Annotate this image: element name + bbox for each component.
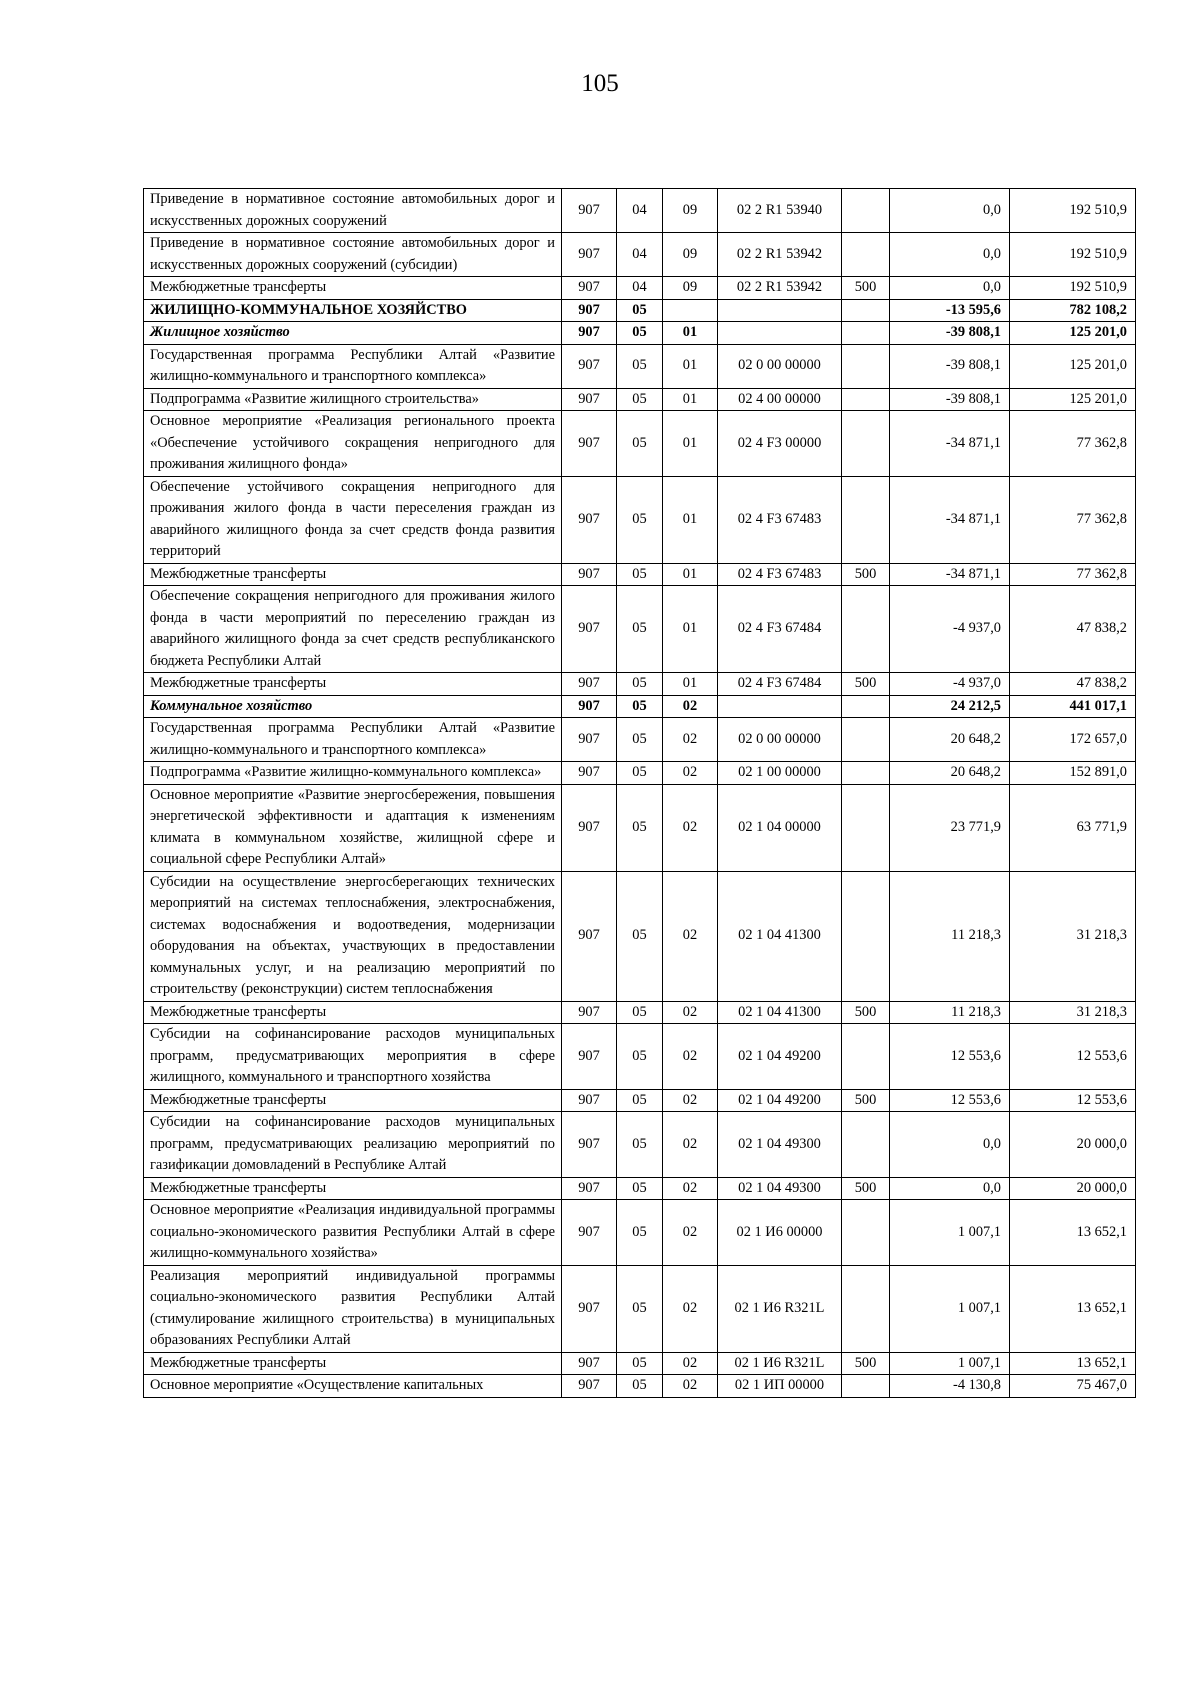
table-row (144, 1352, 1136, 1375)
row-subsection-code: 01 (663, 563, 718, 586)
row-target-article: 02 1 04 49300 (718, 1112, 842, 1178)
row-subsection-code: 02 (663, 871, 718, 1001)
row-ved-code: 907 (562, 762, 617, 785)
row-total-amount: 192 510,9 (1010, 189, 1136, 233)
table-row (144, 762, 1136, 785)
row-target-article: 02 1 ИП 00000 (718, 1375, 842, 1398)
row-expense-type: 500 (842, 673, 890, 696)
page-number: 105 (581, 70, 619, 97)
table-row (144, 1375, 1136, 1398)
row-section-code: 05 (617, 1375, 663, 1398)
row-name: Межбюджетные трансферты (144, 563, 562, 586)
row-ved-code: 907 (562, 695, 617, 718)
row-target-article: 02 1 04 00000 (718, 784, 842, 871)
row-change-amount: -13 595,6 (890, 299, 1010, 322)
row-section-code: 05 (617, 322, 663, 345)
table-row (144, 673, 1136, 696)
row-section-code: 04 (617, 233, 663, 277)
row-section-code: 05 (617, 586, 663, 673)
row-section-code: 05 (617, 762, 663, 785)
row-expense-type (842, 388, 890, 411)
row-expense-type (842, 1200, 890, 1266)
row-expense-type (842, 784, 890, 871)
row-total-amount: 47 838,2 (1010, 586, 1136, 673)
row-change-amount: -39 808,1 (890, 388, 1010, 411)
row-change-amount: -34 871,1 (890, 411, 1010, 477)
row-ved-code: 907 (562, 1001, 617, 1024)
row-target-article: 02 1 04 41300 (718, 1001, 842, 1024)
row-change-amount: 0,0 (890, 189, 1010, 233)
row-change-amount: 20 648,2 (890, 718, 1010, 762)
row-change-amount: 1 007,1 (890, 1200, 1010, 1266)
row-ved-code: 907 (562, 233, 617, 277)
row-name: Подпрограмма «Развитие жилищно-коммунального комплекса» (144, 762, 562, 785)
row-subsection-code: 01 (663, 673, 718, 696)
row-subsection-code: 02 (663, 1200, 718, 1266)
row-subsection-code: 02 (663, 1112, 718, 1178)
row-change-amount: 0,0 (890, 233, 1010, 277)
row-expense-type (842, 189, 890, 233)
row-name: ЖИЛИЩНО-КОММУНАЛЬНОЕ ХОЗЯЙСТВО (144, 299, 562, 322)
row-change-amount: 20 648,2 (890, 762, 1010, 785)
table-row (144, 1001, 1136, 1024)
table-row (144, 1200, 1136, 1266)
row-target-article: 02 4 F3 67483 (718, 563, 842, 586)
row-change-amount: -4 937,0 (890, 586, 1010, 673)
row-name: Реализация мероприятий индивидуальной программы социально-экономического развития Республики Алтай (стимулирование жилищного строительства) в муниципальных образованиях Республики Алтай (144, 1265, 562, 1352)
row-subsection-code: 01 (663, 388, 718, 411)
row-subsection-code: 02 (663, 784, 718, 871)
row-change-amount: 0,0 (890, 1112, 1010, 1178)
row-target-article: 02 1 04 49300 (718, 1177, 842, 1200)
row-section-code: 05 (617, 1024, 663, 1090)
row-expense-type (842, 1112, 890, 1178)
row-total-amount: 125 201,0 (1010, 344, 1136, 388)
row-ved-code: 907 (562, 784, 617, 871)
row-target-article (718, 322, 842, 345)
row-change-amount: -39 808,1 (890, 322, 1010, 345)
row-total-amount: 31 218,3 (1010, 1001, 1136, 1024)
row-total-amount: 31 218,3 (1010, 871, 1136, 1001)
table-row (144, 1089, 1136, 1112)
row-subsection-code: 01 (663, 586, 718, 673)
table-row (144, 189, 1136, 233)
row-target-article: 02 4 F3 67483 (718, 476, 842, 563)
row-total-amount: 77 362,8 (1010, 563, 1136, 586)
row-ved-code: 907 (562, 344, 617, 388)
row-target-article: 02 2 R1 53940 (718, 189, 842, 233)
row-ved-code: 907 (562, 476, 617, 563)
row-section-code: 04 (617, 189, 663, 233)
row-section-code: 05 (617, 718, 663, 762)
row-expense-type (842, 762, 890, 785)
row-total-amount: 441 017,1 (1010, 695, 1136, 718)
row-target-article: 02 4 00 00000 (718, 388, 842, 411)
row-name: Основное мероприятие «Реализация регионального проекта «Обеспечение устойчивого сокращения непригодного для проживания жилищного фонда» (144, 411, 562, 477)
row-section-code: 05 (617, 784, 663, 871)
row-total-amount: 77 362,8 (1010, 411, 1136, 477)
row-section-code: 05 (617, 1177, 663, 1200)
table-row (144, 1177, 1136, 1200)
row-target-article: 02 4 F3 00000 (718, 411, 842, 477)
row-section-code: 05 (617, 1001, 663, 1024)
row-change-amount: 1 007,1 (890, 1352, 1010, 1375)
row-subsection-code (663, 299, 718, 322)
row-ved-code: 907 (562, 673, 617, 696)
row-name: Основное мероприятие «Реализация индивидуальной программы социально-экономического развития Республики Алтай в сфере жилищно-коммунального хозяйства» (144, 1200, 562, 1266)
row-section-code: 05 (617, 695, 663, 718)
row-name: Приведение в нормативное состояние автомобильных дорог и искусственных дорожных сооружений (144, 189, 562, 233)
row-subsection-code: 02 (663, 1089, 718, 1112)
row-total-amount: 782 108,2 (1010, 299, 1136, 322)
row-name: Межбюджетные трансферты (144, 1177, 562, 1200)
row-ved-code: 907 (562, 189, 617, 233)
table-row (144, 411, 1136, 477)
table-row (144, 563, 1136, 586)
row-expense-type (842, 586, 890, 673)
table-row (144, 344, 1136, 388)
row-expense-type (842, 233, 890, 277)
row-name: Государственная программа Республики Алтай «Развитие жилищно-коммунального и транспортного комплекса» (144, 718, 562, 762)
row-expense-type: 500 (842, 1352, 890, 1375)
row-target-article: 02 4 F3 67484 (718, 586, 842, 673)
row-total-amount: 75 467,0 (1010, 1375, 1136, 1398)
table-row (144, 476, 1136, 563)
row-total-amount: 13 652,1 (1010, 1352, 1136, 1375)
row-name: Субсидии на софинансирование расходов муниципальных программ, предусматривающих мероприятия в сфере жилищного, коммунального и транспортного хозяйства (144, 1024, 562, 1090)
row-expense-type (842, 1265, 890, 1352)
row-expense-type (842, 411, 890, 477)
row-subsection-code: 09 (663, 277, 718, 300)
table-row (144, 1024, 1136, 1090)
row-expense-type (842, 344, 890, 388)
row-subsection-code: 09 (663, 233, 718, 277)
row-ved-code: 907 (562, 277, 617, 300)
row-target-article: 02 1 04 49200 (718, 1024, 842, 1090)
table-row (144, 322, 1136, 345)
row-name: Межбюджетные трансферты (144, 1352, 562, 1375)
row-name: Подпрограмма «Развитие жилищного строительства» (144, 388, 562, 411)
row-total-amount: 125 201,0 (1010, 388, 1136, 411)
row-ved-code: 907 (562, 1089, 617, 1112)
row-name: Основное мероприятие «Развитие энергосбережения, повышения энергетической эффективности и адаптация к изменениям климата в коммунальном хозяйстве, жилищной сфере и социальной сфере Республики Алтай» (144, 784, 562, 871)
row-total-amount: 63 771,9 (1010, 784, 1136, 871)
row-total-amount: 20 000,0 (1010, 1112, 1136, 1178)
row-total-amount: 13 652,1 (1010, 1265, 1136, 1352)
table-row (144, 871, 1136, 1001)
row-name: Государственная программа Республики Алтай «Развитие жилищно-коммунального и транспортного комплекса» (144, 344, 562, 388)
row-name: Жилищное хозяйство (144, 322, 562, 345)
row-section-code: 05 (617, 1200, 663, 1266)
row-ved-code: 907 (562, 563, 617, 586)
row-name: Межбюджетные трансферты (144, 1001, 562, 1024)
row-expense-type (842, 871, 890, 1001)
table-row (144, 784, 1136, 871)
row-section-code: 05 (617, 1352, 663, 1375)
row-total-amount: 192 510,9 (1010, 277, 1136, 300)
row-total-amount: 77 362,8 (1010, 476, 1136, 563)
row-section-code: 05 (617, 411, 663, 477)
row-change-amount: -4 937,0 (890, 673, 1010, 696)
row-section-code: 05 (617, 388, 663, 411)
row-target-article (718, 695, 842, 718)
row-section-code: 05 (617, 1112, 663, 1178)
row-total-amount: 172 657,0 (1010, 718, 1136, 762)
row-name: Субсидии на осуществление энергосберегающих технических мероприятий на системах теплоснабжения, электроснабжения, системах водоснабжения и водоотведения, модернизации оборудования на объектах, участвующих в предоставлении коммунальных услуг, и на реализацию мероприятий по строительству (реконструкции) систем теплоснабжения (144, 871, 562, 1001)
row-change-amount: -39 808,1 (890, 344, 1010, 388)
row-change-amount: 24 212,5 (890, 695, 1010, 718)
row-total-amount: 20 000,0 (1010, 1177, 1136, 1200)
row-change-amount: 11 218,3 (890, 871, 1010, 1001)
row-target-article: 02 1 И6 00000 (718, 1200, 842, 1266)
row-target-article: 02 4 F3 67484 (718, 673, 842, 696)
row-target-article: 02 0 00 00000 (718, 718, 842, 762)
row-change-amount: -4 130,8 (890, 1375, 1010, 1398)
row-target-article: 02 1 04 49200 (718, 1089, 842, 1112)
row-ved-code: 907 (562, 1265, 617, 1352)
row-expense-type (842, 695, 890, 718)
table-row (144, 695, 1136, 718)
row-subsection-code: 02 (663, 1375, 718, 1398)
row-target-article (718, 299, 842, 322)
row-subsection-code: 02 (663, 1177, 718, 1200)
row-change-amount: 0,0 (890, 277, 1010, 300)
row-total-amount: 125 201,0 (1010, 322, 1136, 345)
row-subsection-code: 02 (663, 762, 718, 785)
row-subsection-code: 01 (663, 476, 718, 563)
row-ved-code: 907 (562, 1200, 617, 1266)
row-subsection-code: 02 (663, 1024, 718, 1090)
row-name: Межбюджетные трансферты (144, 1089, 562, 1112)
row-subsection-code: 02 (663, 1001, 718, 1024)
row-name: Коммунальное хозяйство (144, 695, 562, 718)
row-ved-code: 907 (562, 1352, 617, 1375)
row-ved-code: 907 (562, 1375, 617, 1398)
row-expense-type (842, 322, 890, 345)
row-change-amount: 1 007,1 (890, 1265, 1010, 1352)
row-subsection-code: 02 (663, 1352, 718, 1375)
row-section-code: 05 (617, 1265, 663, 1352)
row-change-amount: -34 871,1 (890, 476, 1010, 563)
row-target-article: 02 1 И6 R321L (718, 1265, 842, 1352)
row-total-amount: 152 891,0 (1010, 762, 1136, 785)
row-change-amount: 23 771,9 (890, 784, 1010, 871)
row-expense-type (842, 476, 890, 563)
row-name: Обеспечение устойчивого сокращения непригодного для проживания жилого фонда в части переселения граждан из аварийного жилищного фонда за счет средств фонда развития территорий (144, 476, 562, 563)
row-target-article: 02 2 R1 53942 (718, 277, 842, 300)
table-row (144, 233, 1136, 277)
row-section-code: 05 (617, 871, 663, 1001)
row-total-amount: 12 553,6 (1010, 1089, 1136, 1112)
row-section-code: 05 (617, 476, 663, 563)
row-subsection-code: 09 (663, 189, 718, 233)
row-section-code: 05 (617, 673, 663, 696)
row-total-amount: 192 510,9 (1010, 233, 1136, 277)
row-subsection-code: 02 (663, 1265, 718, 1352)
row-subsection-code: 01 (663, 344, 718, 388)
table-row (144, 277, 1136, 300)
row-expense-type: 500 (842, 277, 890, 300)
row-total-amount: 47 838,2 (1010, 673, 1136, 696)
row-ved-code: 907 (562, 1112, 617, 1178)
row-total-amount: 12 553,6 (1010, 1024, 1136, 1090)
table-row (144, 1265, 1136, 1352)
row-expense-type (842, 718, 890, 762)
row-change-amount: 11 218,3 (890, 1001, 1010, 1024)
row-expense-type: 500 (842, 1089, 890, 1112)
table-row (144, 586, 1136, 673)
table-row (144, 299, 1136, 322)
row-name: Межбюджетные трансферты (144, 277, 562, 300)
row-expense-type: 500 (842, 1177, 890, 1200)
row-expense-type (842, 1375, 890, 1398)
table-row (144, 718, 1136, 762)
row-section-code: 05 (617, 563, 663, 586)
row-name: Межбюджетные трансферты (144, 673, 562, 696)
row-ved-code: 907 (562, 1024, 617, 1090)
row-target-article: 02 1 И6 R321L (718, 1352, 842, 1375)
row-section-code: 05 (617, 344, 663, 388)
row-ved-code: 907 (562, 586, 617, 673)
row-target-article: 02 2 R1 53942 (718, 233, 842, 277)
row-expense-type: 500 (842, 1001, 890, 1024)
row-change-amount: 12 553,6 (890, 1089, 1010, 1112)
row-ved-code: 907 (562, 718, 617, 762)
row-total-amount: 13 652,1 (1010, 1200, 1136, 1266)
row-expense-type (842, 299, 890, 322)
row-section-code: 05 (617, 299, 663, 322)
row-name: Субсидии на софинансирование расходов муниципальных программ, предусматривающих реализацию мероприятий по газификации домовладений в Республике Алтай (144, 1112, 562, 1178)
row-name: Основное мероприятие «Осуществление капитальных (144, 1375, 562, 1398)
row-expense-type: 500 (842, 563, 890, 586)
row-ved-code: 907 (562, 388, 617, 411)
row-target-article: 02 1 04 41300 (718, 871, 842, 1001)
row-target-article: 02 0 00 00000 (718, 344, 842, 388)
row-ved-code: 907 (562, 1177, 617, 1200)
row-subsection-code: 02 (663, 718, 718, 762)
row-name: Приведение в нормативное состояние автомобильных дорог и искусственных дорожных сооружений (субсидии) (144, 233, 562, 277)
row-change-amount: 0,0 (890, 1177, 1010, 1200)
row-ved-code: 907 (562, 411, 617, 477)
row-subsection-code: 02 (663, 695, 718, 718)
row-section-code: 05 (617, 1089, 663, 1112)
row-ved-code: 907 (562, 299, 617, 322)
row-name: Обеспечение сокращения непригодного для проживания жилого фонда в части мероприятий по переселению граждан из аварийного жилищного фонда за счет средств республиканского бюджета Республики Алтай (144, 586, 562, 673)
row-change-amount: 12 553,6 (890, 1024, 1010, 1090)
row-subsection-code: 01 (663, 322, 718, 345)
table-row (144, 1112, 1136, 1178)
row-change-amount: -34 871,1 (890, 563, 1010, 586)
row-subsection-code: 01 (663, 411, 718, 477)
row-ved-code: 907 (562, 322, 617, 345)
budget-table (143, 188, 1136, 1398)
table-row (144, 388, 1136, 411)
row-target-article: 02 1 00 00000 (718, 762, 842, 785)
row-ved-code: 907 (562, 871, 617, 1001)
row-expense-type (842, 1024, 890, 1090)
row-section-code: 04 (617, 277, 663, 300)
